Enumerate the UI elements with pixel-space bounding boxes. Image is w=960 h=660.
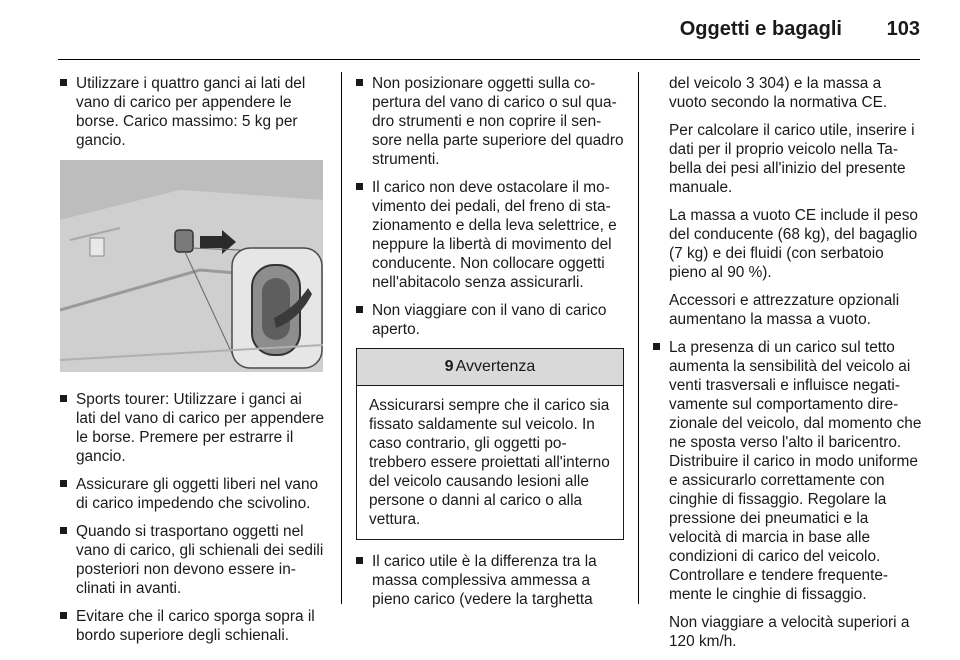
continued-text: del veicolo 3 304) e la massa a vuoto secondo la normativa CE. (669, 75, 888, 111)
list-item: Evitare che il carico sporga sopra il bordo superiore degli schienali. (60, 607, 325, 645)
list-item: Utilizzare i quattro ganci ai lati del vano di carico per appendere le borse. Carico massimo: 5 kg per gancio. (60, 74, 325, 150)
column-1 (60, 74, 325, 654)
section-title: Oggetti e bagagli (679, 18, 842, 40)
list-item: Sports tourer: Utilizzare i ganci ai lati del vano di carico per appendere le borse. Premere per estrarre il gancio. (60, 390, 325, 466)
column-divider-2 (638, 72, 639, 604)
list-item: Non viaggiare con il vano di carico aperto. (356, 301, 624, 339)
paragraph: Non viaggiare a velocità superiori a 120 km/h. (669, 614, 910, 650)
header-divider (58, 59, 920, 60)
cargo-hook-illustration (60, 160, 323, 372)
warning-title: Avvertenza (455, 358, 536, 375)
paragraph: Per calcolare il carico utile, inserire i dati per il proprio veicolo nella Tabella dei pesi all'inizio del presente manuale. (669, 122, 915, 196)
column-2 (356, 74, 624, 618)
column-divider-1 (341, 72, 342, 604)
list-item: Assicurare gli oggetti liberi nel vano di carico impedendo che scivolino. (60, 475, 325, 513)
warning-icon: 9 (444, 358, 454, 375)
paragraph: Accessori e attrezzature opzionali aumentano la massa a vuoto. (669, 292, 900, 328)
list-item: La presenza di un carico sul tetto aumenta la sensibilità del veicolo ai venti trasversali e influisce negativamente sul comportamento direzionale del veicolo, dal momento che ne sposta verso l'alto il baricentro. Distribuire il carico in modo uniforme e assicurarlo correttamente con cinghie di fissaggio. Regolare la pressione dei pneumatici e la velocità di marcia in base alle condizioni di carico del veicolo. Controllare e tendere frequentemente le cinghie di fissaggio. (653, 338, 923, 604)
warning-text: Assicurarsi sempre che il carico sia fissato saldamente sul veicolo. In caso contrario, gli oggetti potrebbero essere proiettati all'interno del veicolo causando lesioni alle persone o danni al carico o alla vettura. (369, 397, 610, 528)
list-item: Non posizionare oggetti sulla copertura del vano di carico o sul quadro strumenti e non coprire il sensore nella parte superiore del quadro strumenti. (356, 74, 624, 169)
warning-header (357, 349, 623, 386)
list-item: Quando si trasportano oggetti nel vano di carico, gli schienali dei sedili posteriori non devono essere inclinati in avanti. (60, 522, 325, 598)
list-item: Il carico non deve ostacolare il movimento dei pedali, del freno di stazionamento e della leva selettrice, e neppure la libertà di movimento del conducente. Non collocare oggetti nell'abitacolo senza assicurarli. (356, 178, 624, 292)
page-header (0, 0, 960, 60)
list-item: Il carico utile è la differenza tra la massa complessiva ammessa a pieno carico (vedere la targhetta (356, 552, 624, 609)
paragraph: La massa a vuoto CE include il peso del conducente (68 kg), del bagaglio (7 kg) e dei fluidi (con serbatoio pieno al 90 %). (669, 207, 918, 281)
page-number: 103 (886, 18, 920, 40)
cargo-hook-drawing (60, 160, 323, 372)
warning-box (356, 348, 624, 540)
column-3 (653, 74, 923, 660)
